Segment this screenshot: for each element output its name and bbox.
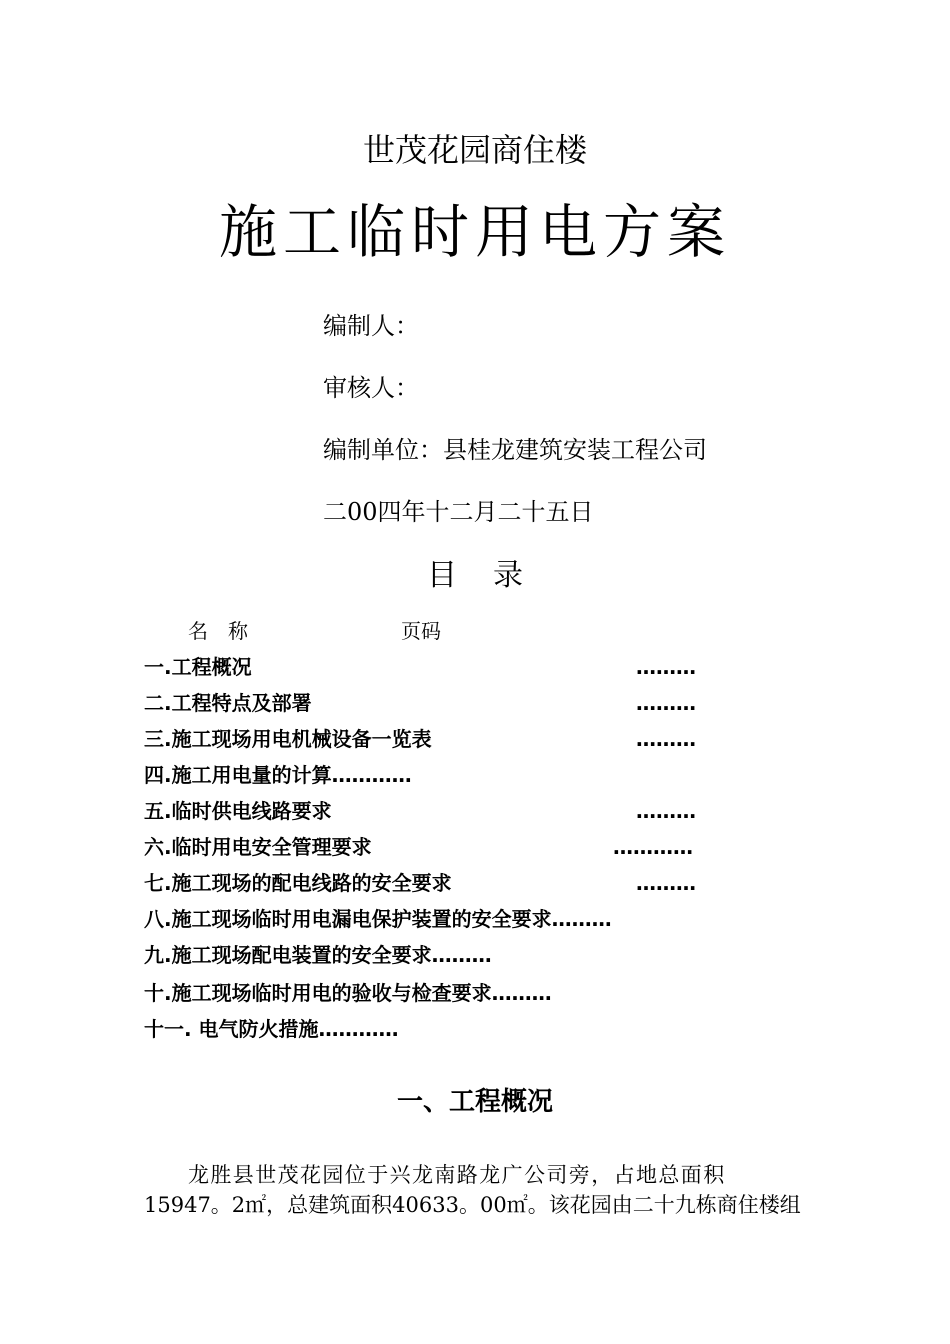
- toc-item: 七.施工现场的配电线路的安全要求: [144, 871, 452, 895]
- toc-item: 九.施工现场配电装置的安全要求………: [144, 943, 492, 967]
- toc-item: 十一. 电气防火措施…………: [144, 1017, 399, 1041]
- compiler-field: 编制人：: [323, 312, 419, 340]
- toc-item: 八.施工现场临时用电漏电保护装置的安全要求………: [144, 907, 612, 931]
- toc-item-page: ………: [636, 655, 696, 679]
- toc-header-page: 页码: [401, 619, 441, 643]
- toc-item-page: ………: [636, 691, 696, 715]
- toc-header-name: 名 称: [188, 619, 248, 643]
- toc-item: 一.工程概况: [144, 655, 252, 679]
- paragraph-line: 龙胜县世茂花园位于兴龙南路龙广公司旁，占地总面积: [188, 1163, 726, 1187]
- compiling-unit: 编制单位：县桂龙建筑安装工程公司: [323, 436, 707, 464]
- body-paragraph: [144, 1160, 808, 1220]
- toc-item: 五.临时供电线路要求: [144, 799, 332, 823]
- toc-item: 二.工程特点及部署: [144, 691, 312, 715]
- toc-item: 十.施工现场临时用电的验收与检查要求………: [144, 981, 552, 1005]
- toc-item: 四.施工用电量的计算…………: [144, 763, 412, 787]
- toc-item-page: …………: [613, 835, 693, 859]
- toc-item: 三.施工现场用电机械设备一览表: [144, 727, 432, 751]
- project-name: 世茂花园商住楼: [362, 131, 587, 169]
- toc-item-page: ………: [636, 727, 696, 751]
- reviewer-field: 审核人：: [323, 374, 419, 402]
- document-date: 二00四年十二月二十五日: [323, 498, 594, 526]
- toc-item-page: ………: [636, 799, 696, 823]
- toc-title-char: 录: [493, 558, 523, 593]
- section-heading: 一、工程概况: [396, 1087, 553, 1117]
- toc-item-page: ………: [636, 871, 696, 895]
- toc-item: 六.临时用电安全管理要求: [144, 835, 372, 859]
- document-title: 施工临时用电方案: [218, 198, 731, 266]
- toc-title: [0, 556, 950, 596]
- paragraph-line: 15947。2㎡，总建筑面积40633。00㎡。该花园由二十九栋商住楼组: [144, 1193, 801, 1217]
- toc-title-char: 目: [427, 558, 457, 593]
